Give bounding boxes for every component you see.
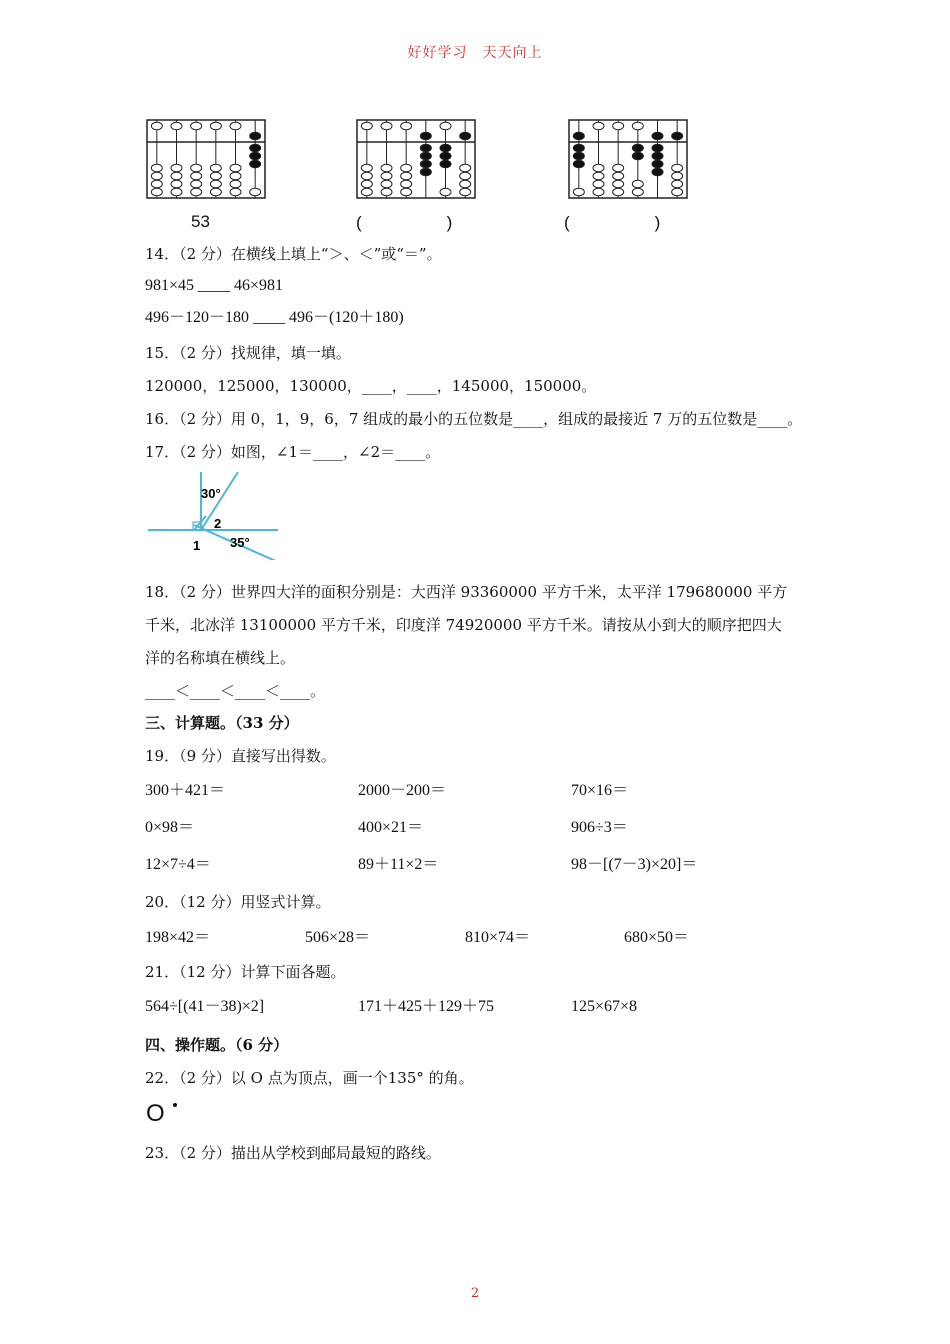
abacus-lower-bead: [361, 188, 372, 196]
abacus-upper-bead: [250, 132, 261, 140]
abacus-upper-bead: [440, 122, 451, 130]
q15-line1: 120000，125000，130000，____，____，145000，150000。: [145, 377, 597, 395]
abacus-lower-bead: [361, 164, 372, 172]
abacus-lower-bead: [401, 188, 412, 196]
abacus-upper-bead: [381, 122, 392, 130]
abacus-lower-bead: [250, 152, 261, 160]
abacus-lower-bead: [613, 180, 624, 188]
q20-item: 680×50＝: [624, 929, 690, 946]
abacus-lower-bead: [652, 160, 663, 168]
q17-title: 17．（2 分）如图，∠1＝____，∠2＝____。: [145, 443, 441, 461]
abacus-lower-bead: [613, 188, 624, 196]
abacus-lower-bead: [593, 188, 604, 196]
label-30: 30°: [201, 486, 221, 501]
abacus-lower-bead: [460, 172, 471, 180]
abacus-lower-bead: [191, 164, 202, 172]
abacus-lower-bead: [230, 188, 241, 196]
q16-title: 16．（2 分）用 0，1，9，6，7 组成的最小的五位数是____，组成的最接近 7 万的五位数是____。: [145, 410, 803, 428]
abacus-lower-bead: [250, 144, 261, 152]
abacus-lower-bead: [401, 172, 412, 180]
abacus-caption-3: ( ): [564, 213, 661, 232]
abacus-upper-bead: [460, 132, 471, 140]
abacus-lower-bead: [652, 168, 663, 176]
abacus-lower-bead: [210, 188, 221, 196]
point-o-dot: [173, 1103, 177, 1107]
q21-item: 171＋425＋129＋75: [358, 998, 495, 1015]
q19-item: 89＋11×2＝: [358, 856, 439, 873]
section-4-title: 四、操作题。（6 分）: [145, 1036, 289, 1054]
abacus-lower-bead: [210, 180, 221, 188]
q15-title: 15．（2 分）找规律，填一填。: [145, 344, 351, 362]
abacus-lower-bead: [401, 180, 412, 188]
q14-line2: 496－120－180 ____ 496－(120＋180): [145, 309, 404, 326]
abacus-lower-bead: [460, 164, 471, 172]
q19-item: 70×16＝: [571, 782, 629, 799]
abacus-caption-1: 53: [191, 212, 210, 231]
q19-item: 98－[(7－3)×20]＝: [571, 856, 698, 873]
abacus-lower-bead: [401, 164, 412, 172]
abacus-lower-bead: [672, 180, 683, 188]
label-2: 2: [214, 516, 222, 531]
abacus-lower-bead: [171, 188, 182, 196]
abacus-lower-bead: [171, 164, 182, 172]
abacus-frame: [569, 120, 687, 198]
abacus-lower-bead: [593, 180, 604, 188]
q21-title: 21．（12 分）计算下面各题。: [145, 963, 346, 981]
abacus: [147, 120, 265, 198]
abacus-caption-2: ( ): [356, 213, 453, 232]
abacus-lower-bead: [573, 144, 584, 152]
abacus-lower-bead: [381, 180, 392, 188]
abacus-lower-bead: [420, 144, 431, 152]
q18-line1: 18．（2 分）世界四大洋的面积分别是：大西洋 93360000 平方千米，太平洋 179680000 平方: [145, 583, 788, 601]
abacus-lower-bead: [381, 172, 392, 180]
abacus-lower-bead: [151, 164, 162, 172]
abacus-lower-bead: [593, 172, 604, 180]
abacus-lower-bead: [250, 160, 261, 168]
abacus-upper-bead: [230, 122, 241, 130]
abacus-lower-bead: [230, 172, 241, 180]
q20-title: 20．（12 分）用竖式计算。: [145, 893, 331, 911]
abacus-lower-bead: [672, 188, 683, 196]
abacus-lower-bead: [250, 188, 261, 196]
abacus-lower-bead: [381, 188, 392, 196]
abacus-lower-bead: [652, 152, 663, 160]
abacus-lower-bead: [613, 164, 624, 172]
q14-title: 14．（2 分）在横线上填上“＞、＜”或“＝”。: [145, 245, 442, 263]
abacus-upper-bead: [672, 132, 683, 140]
q22-title: 22．（2 分）以 O 点为顶点，画一个135° 的角。: [145, 1069, 474, 1087]
abacus-upper-bead: [573, 132, 584, 140]
abacus-lower-bead: [151, 172, 162, 180]
q19-item: 2000－200＝: [358, 782, 447, 799]
abacus-figures: [145, 116, 705, 216]
abacus-upper-bead: [191, 122, 202, 130]
q18-line2: 千米，北冰洋 13100000 平方千米，印度洋 74920000 平方千米。请按从小到大的顺序把四大: [145, 616, 782, 634]
abacus-lower-bead: [210, 164, 221, 172]
q19-item: 0×98＝: [145, 819, 195, 836]
abacus-lower-bead: [440, 152, 451, 160]
abacus-lower-bead: [460, 188, 471, 196]
abacus-upper-bead: [361, 122, 372, 130]
abacus-lower-bead: [632, 144, 643, 152]
q18-line3: 洋的名称填在横线上。: [145, 649, 296, 667]
abacus-lower-bead: [460, 180, 471, 188]
abacus-frame: [147, 120, 265, 198]
abacus-upper-bead: [420, 132, 431, 140]
q14-line1: 981×45 ____ 46×981: [145, 277, 284, 294]
abacus-upper-bead: [652, 132, 663, 140]
abacus-lower-bead: [672, 164, 683, 172]
abacus-lower-bead: [151, 188, 162, 196]
abacus-lower-bead: [230, 164, 241, 172]
point-o-label: O: [146, 1100, 165, 1127]
q19-title: 19．（9 分）直接写出得数。: [145, 747, 336, 765]
page-number: 2: [470, 1286, 480, 1301]
abacus-lower-bead: [420, 152, 431, 160]
abacus-lower-bead: [440, 160, 451, 168]
abacus-lower-bead: [652, 144, 663, 152]
abacus-lower-bead: [573, 188, 584, 196]
q19-item: 906÷3＝: [571, 819, 628, 836]
abacus: [569, 120, 687, 198]
abacus-lower-bead: [632, 152, 643, 160]
q19-item: 400×21＝: [358, 819, 424, 836]
q21-item: 564÷[(41－38)×2]: [145, 998, 265, 1015]
abacus-lower-bead: [440, 144, 451, 152]
abacus-lower-bead: [171, 172, 182, 180]
q23-title: 23．（2 分）描出从学校到邮局最短的路线。: [145, 1144, 441, 1162]
abacus-lower-bead: [210, 172, 221, 180]
abacus-lower-bead: [632, 180, 643, 188]
abacus-lower-bead: [672, 172, 683, 180]
abacus-lower-bead: [361, 180, 372, 188]
q20-item: 198×42＝: [145, 929, 211, 946]
abacus-lower-bead: [632, 188, 643, 196]
q20-item: 810×74＝: [465, 929, 531, 946]
label-1: 1: [193, 538, 201, 553]
abacus-lower-bead: [613, 172, 624, 180]
abacus-lower-bead: [593, 164, 604, 172]
abacus-lower-bead: [573, 152, 584, 160]
abacus-upper-bead: [401, 122, 412, 130]
abacus-lower-bead: [420, 160, 431, 168]
q19-item: 12×7÷4＝: [145, 856, 211, 873]
q19-item: 300＋421＝: [145, 782, 226, 799]
abacus-lower-bead: [361, 172, 372, 180]
abacus-lower-bead: [171, 180, 182, 188]
abacus-upper-bead: [171, 122, 182, 130]
abacus-lower-bead: [573, 160, 584, 168]
abacus-lower-bead: [191, 172, 202, 180]
abacus-lower-bead: [230, 180, 241, 188]
q18-line4: ____＜____＜____＜____。: [145, 682, 326, 700]
abacus: [357, 120, 475, 198]
abacus-lower-bead: [151, 180, 162, 188]
page-header: 好好学习 天天向上: [407, 45, 543, 61]
q20-item: 506×28＝: [305, 929, 371, 946]
abacus-lower-bead: [420, 168, 431, 176]
abacus-upper-bead: [210, 122, 221, 130]
section-3-title: 三、计算题。（33 分）: [145, 714, 299, 732]
abacus-upper-bead: [613, 122, 624, 130]
abacus-upper-bead: [593, 122, 604, 130]
abacus-upper-bead: [151, 122, 162, 130]
label-35: 35°: [230, 535, 250, 550]
abacus-lower-bead: [381, 164, 392, 172]
q21-item: 125×67×8: [571, 998, 638, 1015]
angle-figure: [146, 470, 281, 560]
abacus-frame: [357, 120, 475, 198]
abacus-lower-bead: [191, 180, 202, 188]
abacus-lower-bead: [440, 188, 451, 196]
abacus-upper-bead: [632, 122, 643, 130]
abacus-lower-bead: [191, 188, 202, 196]
